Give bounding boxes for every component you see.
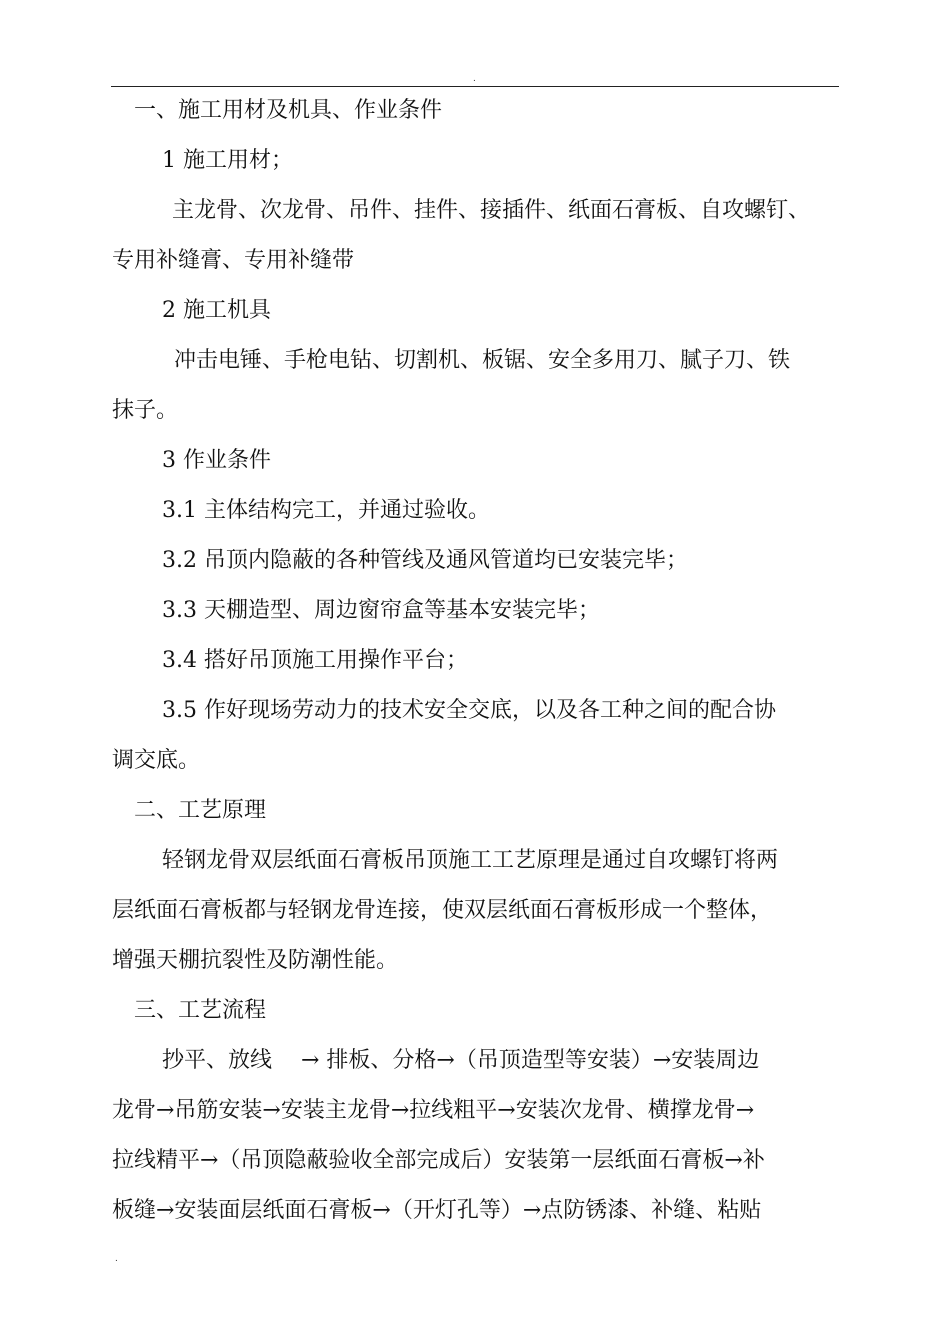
condition-3-5-line-1: 3.5 作好现场劳动力的技术安全交底，以及各工种之间的配合协 — [162, 698, 776, 723]
tools-line-2: 抹子。 — [112, 398, 179, 423]
section-heading-3: 三、工艺流程 — [134, 998, 267, 1023]
header-dot: . — [473, 73, 476, 84]
principle-line-3: 增强天棚抗裂性及防潮性能。 — [112, 948, 399, 973]
footer-dot: . — [115, 1253, 118, 1264]
subheading-tools: 2 施工机具 — [162, 298, 271, 323]
subheading-materials: 1 施工用材； — [162, 148, 293, 173]
materials-line-1: 主龙骨、次龙骨、吊件、挂件、接插件、纸面石膏板、自攻螺钉、 — [172, 198, 811, 223]
principle-line-1: 轻钢龙骨双层纸面石膏板吊顶施工工艺原理是通过自攻螺钉将两 — [162, 848, 779, 873]
document-body — [112, 86, 840, 1236]
principle-line-2: 层纸面石膏板都与轻钢龙骨连接，使双层纸面石膏板形成一个整体， — [112, 898, 773, 923]
condition-3-1: 3.1 主体结构完工，并通过验收。 — [162, 498, 490, 523]
tools-line-1: 冲击电锤、手枪电钻、切割机、板锯、安全多用刀、腻子刀、铁 — [174, 348, 791, 373]
process-line-1: 抄平、放线 → 排板、分格→（吊顶造型等安装）→安装周边 — [162, 1048, 760, 1073]
section-heading-2: 二、工艺原理 — [134, 798, 267, 823]
section-heading-1: 一、施工用材及机具、作业条件 — [134, 98, 443, 123]
materials-line-2: 专用补缝膏、专用补缝带 — [112, 248, 355, 273]
condition-3-3: 3.3 天棚造型、周边窗帘盒等基本安装完毕； — [162, 598, 600, 623]
process-line-4: 板缝→安装面层纸面石膏板→（开灯孔等）→点防锈漆、补缝、粘贴 — [112, 1198, 762, 1223]
process-line-2: 龙骨→吊筋安装→安装主龙骨→拉线粗平→安装次龙骨、横撑龙骨→ — [112, 1098, 755, 1123]
subheading-conditions: 3 作业条件 — [162, 448, 271, 473]
condition-3-5-line-2: 调交底。 — [112, 748, 201, 773]
process-line-3: 拉线精平→（吊顶隐蔽验收全部完成后）安装第一层纸面石膏板→补 — [112, 1148, 765, 1173]
condition-3-4: 3.4 搭好吊顶施工用操作平台； — [162, 648, 468, 673]
condition-3-2: 3.2 吊顶内隐蔽的各种管线及通风管道均已安装完毕； — [162, 548, 688, 573]
